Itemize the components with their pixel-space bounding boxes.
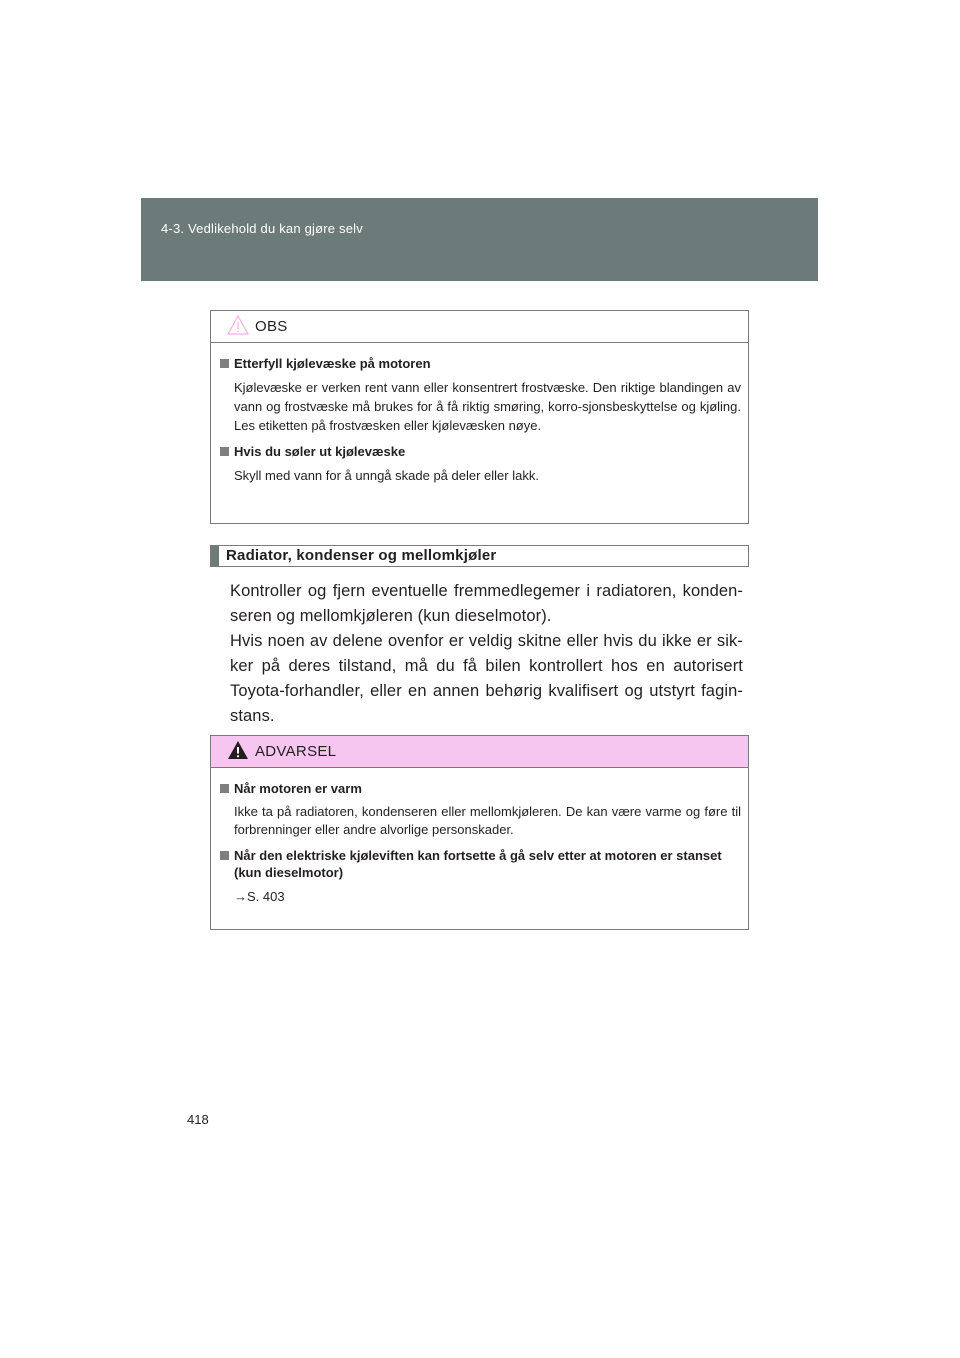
section-accent: [211, 546, 219, 566]
warning-item-heading-text: Når den elektriske kjøleviften kan fortsette å gå selv etter at motoren er stanset (kun dieselmotor): [234, 848, 722, 880]
warning-label: ADVARSEL: [255, 743, 337, 760]
bullet-square-icon: [220, 851, 229, 860]
caution-item-heading: [220, 355, 741, 372]
page-reference-link[interactable]: →S. 403: [234, 889, 285, 904]
caution-item-heading-text: Etterfyll kjølevæske på motoren: [234, 356, 431, 371]
caution-box-header: [211, 311, 748, 343]
bullet-square-icon: [220, 359, 229, 368]
bullet-square-icon: [220, 447, 229, 456]
warning-item-heading: [220, 780, 741, 797]
warning-filled-icon: [227, 740, 249, 760]
caution-item-heading: [220, 443, 741, 460]
caution-item-heading-text: Hvis du søler ut kjølevæske: [234, 444, 406, 459]
section-body: [230, 579, 743, 729]
section-heading: [210, 545, 749, 567]
caution-box: [210, 310, 749, 524]
body-paragraph: Hvis noen av delene ovenfor er veldig skitne eller hvis du ikke er sik-ker på deres tilstand, må du få bilen kontrollert hos en autorisert Toyota-forhandler, eller en annen behørig kvalifisert og utstyrt fagin-stans.: [230, 632, 743, 725]
warning-outline-icon: [227, 315, 249, 335]
warning-item-text: Ikke ta på radiatoren, kondenseren eller mellomkjøleren. De kan være varme og føre til forbrenninger eller andre alvorlige personskader.: [234, 804, 741, 837]
section-title: Radiator, kondenser og mellomkjøler: [226, 547, 497, 564]
page-number: 418: [187, 1112, 209, 1127]
caution-item-text: Skyll med vann for å unngå skade på deler eller lakk.: [234, 468, 539, 483]
warning-box: [210, 735, 749, 930]
caution-label: OBS: [255, 318, 288, 335]
warning-box-header: [211, 736, 748, 768]
warning-item-heading-text: Når motoren er varm: [234, 781, 362, 796]
chapter-title: 4-3. Vedlikehold du kan gjøre selv: [161, 221, 363, 236]
bullet-square-icon: [220, 784, 229, 793]
warning-item-heading: [220, 847, 741, 881]
body-paragraph: Kontroller og fjern eventuelle fremmedlegemer i radiatoren, konden-seren og mellomkjøleren (kun dieselmotor).: [230, 582, 743, 625]
chapter-header: [141, 198, 818, 281]
caution-item-text: Kjølevæske er verken rent vann eller konsentrert frostvæske. Den riktige blandingen av vann og frostvæske må brukes for å få riktig smøring, korro-sjonsbeskyttelse og kjøling. Les etiketten på frostvæsken eller kjølevæsken nøye.: [234, 380, 741, 433]
